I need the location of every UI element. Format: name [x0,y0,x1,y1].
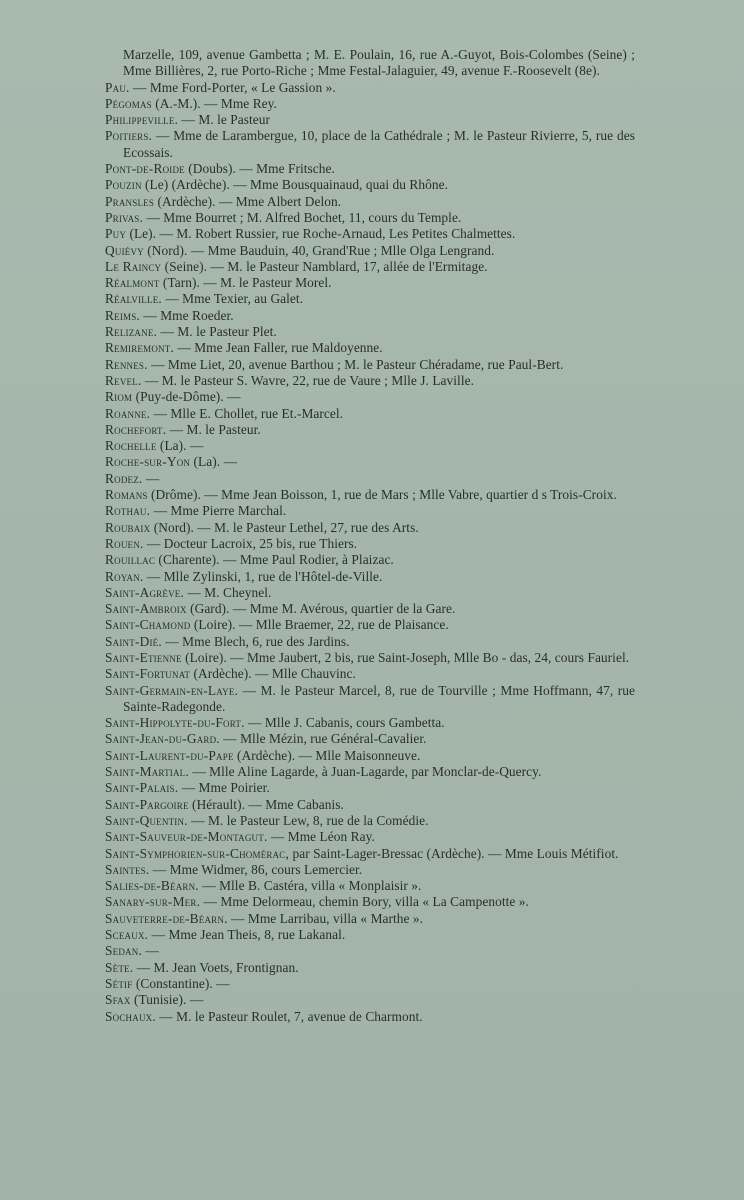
list-item [105,340,635,356]
entry-text: — Mme Larribau, villa « Marthe ». [227,910,424,926]
place-name: Saint-Fortunat [105,666,191,682]
list-item [105,259,635,275]
place-name: Saint-Symphorien-sur-Chomérac, [105,845,290,861]
entry-text: — Mme Jean Faller, rue Maldoyenne. [173,340,383,356]
place-name: Pont-de-Roide [105,161,185,177]
place-name: Saint-Ambroix [105,601,187,617]
entry-text: — Mme Texier, au Galet. [161,291,304,307]
list-item [105,373,635,389]
place-name: Relizane. [105,324,158,340]
list-item [105,617,635,633]
place-name: Rothau. [105,503,151,519]
list-item [105,1009,635,1025]
entry-text: (Constantine). — [132,975,230,991]
place-name: Rouillac [105,552,156,568]
place-name: Saint-Agrève. [105,584,185,600]
entry-text: — Mlle B. Castéra, villa « Monplaisir ». [198,878,422,894]
place-name: Le Raincy [105,258,162,274]
list-item [105,275,635,291]
list-item [105,406,635,422]
entry-text: — Mlle Mézin, rue Général-Cavalier. [219,731,427,747]
place-name: Poitiers. [105,128,153,144]
entry-text: — Mme Ford-Porter, « Le Gassion ». [129,79,336,95]
entry-text: — Mme Widmer, 86, cours Lemercier. [149,861,363,877]
list-item [105,813,635,829]
list-item [105,210,635,226]
place-name: Roche-sur-Yon [105,454,191,470]
entry-text: — Mlle J. Cabanis, cours Gambetta. [244,715,445,731]
list-item [105,960,635,976]
entry-text: — Mlle Aline Lagarde, à Juan-Lagarde, par Monclar-de-Quercy. [188,764,542,780]
list-item [105,780,635,796]
entry-text: (Ardèche). — Mlle Maisonneuve. [233,747,421,763]
entry-text: Marzelle, 109, avenue Gambetta ; M. E. Poulain, 16, rue A.-Guyot, Bois-Colombes (Seine) ; Mme Billières, 2, rue Porto-Riche ; Mme Festal-Jalaguier, 49, avenue F.-Roosevelt (8e). [123,47,635,79]
entry-text: — Mme Blech, 6, rue des Jardins. [161,633,350,649]
place-name: Saint-Jean-du-Gard. [105,731,220,747]
entry-text: — Mme de Larambergue, 10, place de la Cathédrale ; M. le Pasteur Rivierre, 5, rue des Ecossais. [123,128,635,160]
entry-text: (Charente). — Mme Paul Rodier, à Plaizac. [155,552,394,568]
entry-text: — [142,943,159,959]
place-name: Quiévy [105,242,144,258]
place-name: Revel. [105,372,142,388]
entry-text: (Nord). — M. le Pasteur Lethel, 27, rue des Arts. [150,519,419,535]
place-name: Roanne. [105,405,151,421]
entry-text: (Drôme). — Mme Jean Boisson, 1, rue de Mars ; Mlle Vabre, quartier d s Trois-Croix. [147,487,617,503]
place-name: Saint-Laurent-du-Pape [105,747,234,763]
list-item [105,520,635,536]
place-name: Roubaix [105,519,151,535]
entry-text: par Saint-Lager-Bressac (Ardèche). — Mme Louis Métifiot. [289,845,619,861]
list-item [105,96,635,112]
list-item [105,389,635,405]
place-name: Pransles [105,193,155,209]
list-item [105,438,635,454]
list-item [105,454,635,470]
list-item [105,666,635,682]
place-name: Sauveterre-de-Béarn. [105,910,228,926]
place-name: Saint-Chamond [105,617,191,633]
list-item [105,536,635,552]
list-item [105,943,635,959]
entry-text: (Doubs). — Mme Fritsche. [184,161,335,177]
list-item [105,112,635,128]
entry-text: — M. le Pasteur S. Wavre, 22, rue de Vaure ; Mlle J. Laville. [141,372,474,388]
place-name: Rodez. [105,470,143,486]
entry-text: — Docteur Lacroix, 25 bis, rue Thiers. [143,535,358,551]
list-item [105,47,635,80]
list-item [105,764,635,780]
entry-text: — M. Cheynel. [184,584,272,600]
place-name: Rouen. [105,535,144,551]
entry-text: — M. le Pasteur Lew, 8, rue de la Comédie. [187,812,429,828]
place-name: Rennes. [105,356,148,372]
place-name: Saint-Pargoire [105,796,189,812]
list-item [105,291,635,307]
list-item [105,683,635,716]
list-item [105,894,635,910]
entry-text: (Puy-de-Dôme). — [132,389,241,405]
place-name: Privas. [105,209,144,225]
list-item [105,797,635,813]
entry-text: — Mme Pierre Marchal. [150,503,287,519]
entry-text: — Mme Delormeau, chemin Bory, villa « La Campenotte ». [200,894,529,910]
place-name: Sète. [105,959,134,975]
entry-text: — Mlle E. Chollet, rue Et.-Marcel. [150,405,344,421]
list-item [105,487,635,503]
list-item [105,357,635,373]
place-name: Pau. [105,79,130,95]
list-item [105,161,635,177]
place-name: Salies-de-Béarn. [105,878,199,894]
place-name: Saint-Dié. [105,633,162,649]
entry-text: (Hérault). — Mme Cabanis. [188,796,344,812]
place-name: Pouzin [105,177,142,193]
list-item [105,650,635,666]
list-item [105,715,635,731]
list-item [105,324,635,340]
list-item [105,846,635,862]
entry-text: — M. le Pasteur. [166,421,261,437]
list-item [105,976,635,992]
list-item [105,80,635,96]
place-name: Saint-Quentin. [105,812,188,828]
place-name: Saint-Palais. [105,780,179,796]
place-name: Sanary-sur-Mer. [105,894,201,910]
entry-text: (Gard). — Mme M. Avérous, quartier de la Gare. [186,601,456,617]
list-item [105,422,635,438]
list-item [105,748,635,764]
place-name: Réalville. [105,291,162,307]
place-name: Philippeville. [105,112,179,128]
entry-text: — Mme Liet, 20, avenue Barthou ; M. le Pasteur Chéradame, rue Paul-Bert. [147,356,564,372]
place-name: Reims. [105,307,140,323]
list-item [105,992,635,1008]
place-name: Saint-Martial. [105,764,189,780]
entry-text: (Le). — M. Robert Russier, rue Roche-Arnaud, Les Petites Chalmettes. [126,226,516,242]
entry-text: — Mlle Zylinski, 1, rue de l'Hôtel-de-Ville. [143,568,383,584]
list-item [105,177,635,193]
place-name: Pégomas [105,95,152,111]
list-item [105,569,635,585]
place-name: Sedan. [105,943,142,959]
place-name: Saint-Hippolyte-du-Fort. [105,715,245,731]
entry-text: (La). — [156,438,204,454]
place-name: Saint-Sauveur-de-Montagut. [105,829,268,845]
list-item [105,862,635,878]
entry-text: — M. le Pasteur Roulet, 7, avenue de Charmont. [155,1008,423,1024]
list-item [105,552,635,568]
place-name: Remiremont. [105,340,174,356]
list-item [105,829,635,845]
list-item [105,585,635,601]
list-item [105,243,635,259]
place-name: Saintes. [105,861,150,877]
entry-text: (Nord). — Mme Bauduin, 40, Grand'Rue ; Mlle Olga Lengrand. [143,242,495,258]
place-name: Rochelle [105,438,157,454]
entry-text: — Mme Roeder. [139,307,234,323]
entry-text: — M. le Pasteur Plet. [157,324,277,340]
entry-text: — Mme Poirier. [178,780,270,796]
place-name: Sfax [105,992,131,1008]
place-name: Rochefort. [105,421,167,437]
list-item [105,194,635,210]
place-name: Romans [105,487,148,503]
entry-text: (Ardèche). — Mlle Chauvinc. [190,666,356,682]
list-item [105,226,635,242]
entry-text: (La). — [190,454,238,470]
list-item [105,927,635,943]
entry-text: (Tarn). — M. le Pasteur Morel. [159,275,332,291]
place-name: Royan. [105,568,144,584]
list-item [105,878,635,894]
list-item [105,731,635,747]
list-item [105,911,635,927]
list-item [105,471,635,487]
entry-text: — Mme Léon Ray. [267,829,375,845]
list-item [105,128,635,161]
place-name: Riom [105,389,133,405]
entry-text: (Loire). — Mlle Braemer, 22, rue de Plaisance. [190,617,449,633]
place-name: Saint-Germain-en-Laye. [105,682,239,698]
entry-text: — M. Jean Voets, Frontignan. [133,959,299,975]
address-list [105,47,635,1025]
entry-text: (Le) (Ardèche). — Mme Bousquainaud, quai du Rhône. [141,177,449,193]
list-item [105,503,635,519]
list-item [105,601,635,617]
place-name: Saint-Etienne [105,649,182,665]
entry-text: — [142,470,160,486]
entry-text: — Mme Bourret ; M. Alfred Bochet, 11, cours du Temple. [143,209,462,225]
list-item [105,308,635,324]
entry-text: — M. le Pasteur Marcel, 8, rue de Tourville ; Mme Hoffmann, 47, rue Sainte-Radegonde. [123,682,635,714]
place-name: Sochaux. [105,1008,156,1024]
place-name: Réalmont [105,275,160,291]
entry-text: (Seine). — M. le Pasteur Namblard, 17, allée de l'Ermitage. [161,258,488,274]
entry-text: (Tunisie). — [130,992,204,1008]
entry-text: (A.-M.). — Mme Rey. [151,95,277,111]
entry-text: (Ardèche). — Mme Albert Delon. [154,193,342,209]
place-name: Sceaux. [105,927,149,943]
entry-text: — Mme Jean Theis, 8, rue Lakanal. [148,927,346,943]
list-item [105,634,635,650]
place-name: Sétif [105,975,133,991]
entry-text: — M. le Pasteur [178,112,271,128]
place-name: Puy [105,226,127,242]
entry-text: (Loire). — Mme Jaubert, 2 bis, rue Saint-Joseph, Mlle Bo - das, 24, cours Fauriel. [181,649,630,665]
